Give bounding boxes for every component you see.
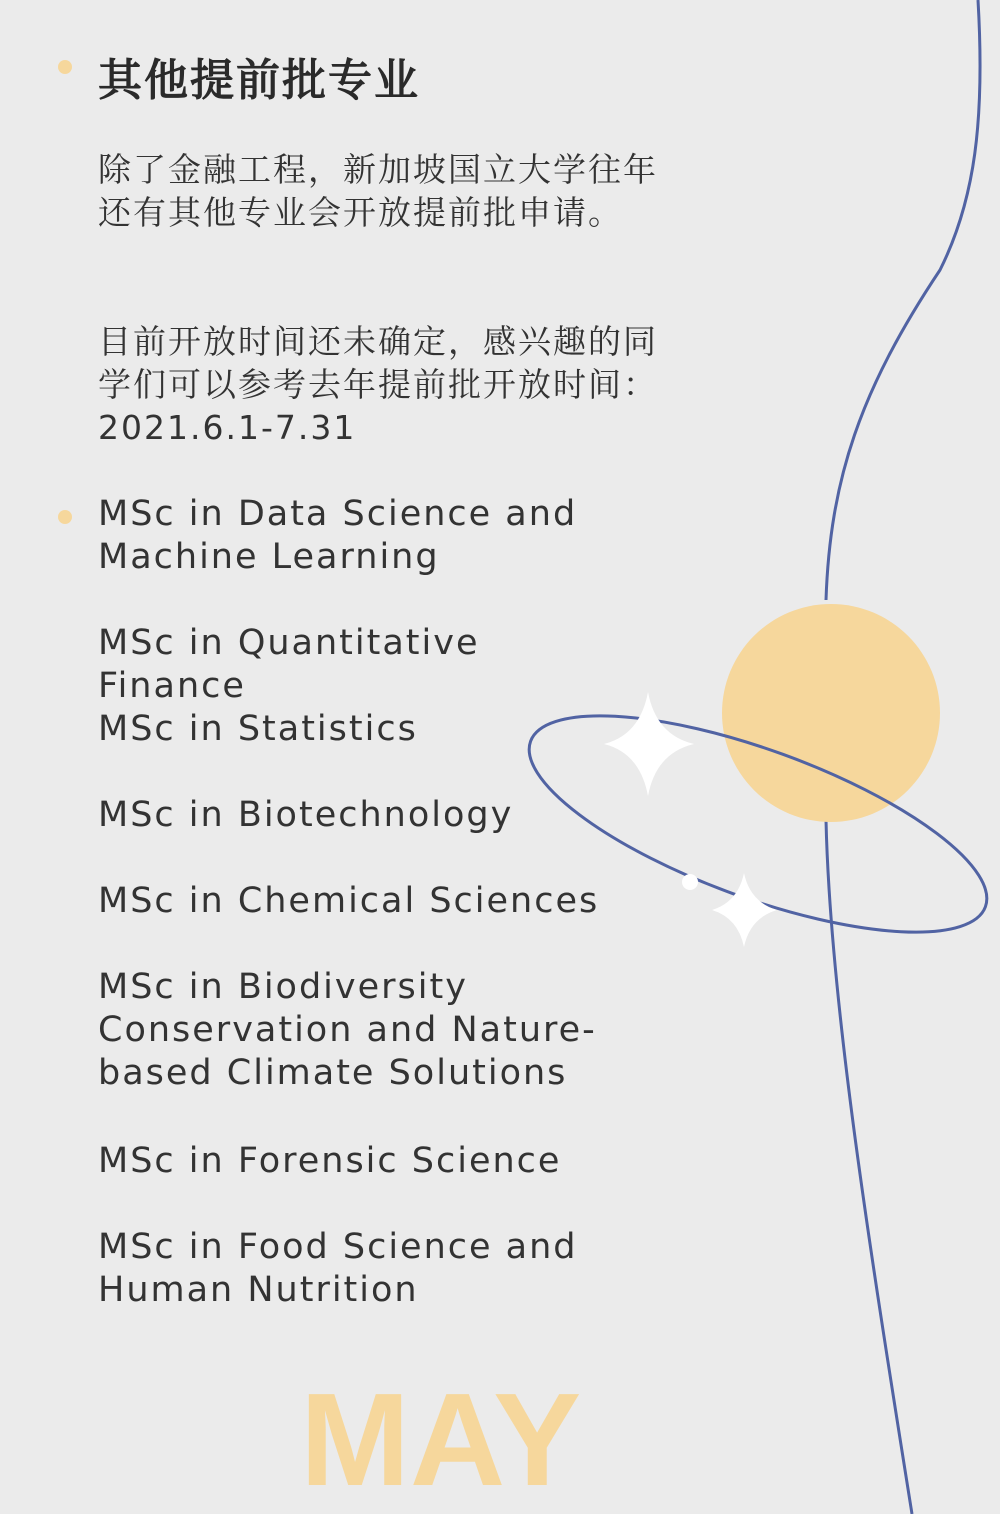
program-item: MSc in Biodiversity Conservation and Nature-based Climate Solutions — [98, 967, 597, 1093]
program-item: MSc in Food Science and Human Nutrition — [98, 1227, 578, 1310]
program-item: MSc in Forensic Science — [98, 1141, 562, 1181]
sun-circle — [722, 604, 940, 822]
program-item: MSc in Biotechnology — [98, 795, 514, 835]
heading-bullet — [58, 60, 72, 74]
wavy-line — [826, 0, 980, 600]
program-item: MSc in Statistics — [98, 709, 418, 749]
program-list-bullet — [58, 510, 72, 524]
program-item: MSc in Chemical Sciences — [98, 881, 600, 921]
month-label: MAY — [300, 1366, 582, 1513]
sparkle-small-icon — [712, 873, 777, 947]
program-item: MSc in Quantitative Finance — [98, 623, 480, 706]
intro-paragraph: 除了金融工程，新加坡国立大学往年还有其他专业会开放提前批申请。 — [98, 150, 658, 232]
program-item: MSc in Data Science and Machine Learning — [98, 494, 578, 577]
orbit-dot — [682, 874, 698, 890]
page-title: 其他提前批专业 — [98, 55, 420, 106]
timing-paragraph: 目前开放时间还未确定，感兴趣的同学们可以参考去年提前批开放时间：2021.6.1-7.31 — [98, 322, 658, 447]
